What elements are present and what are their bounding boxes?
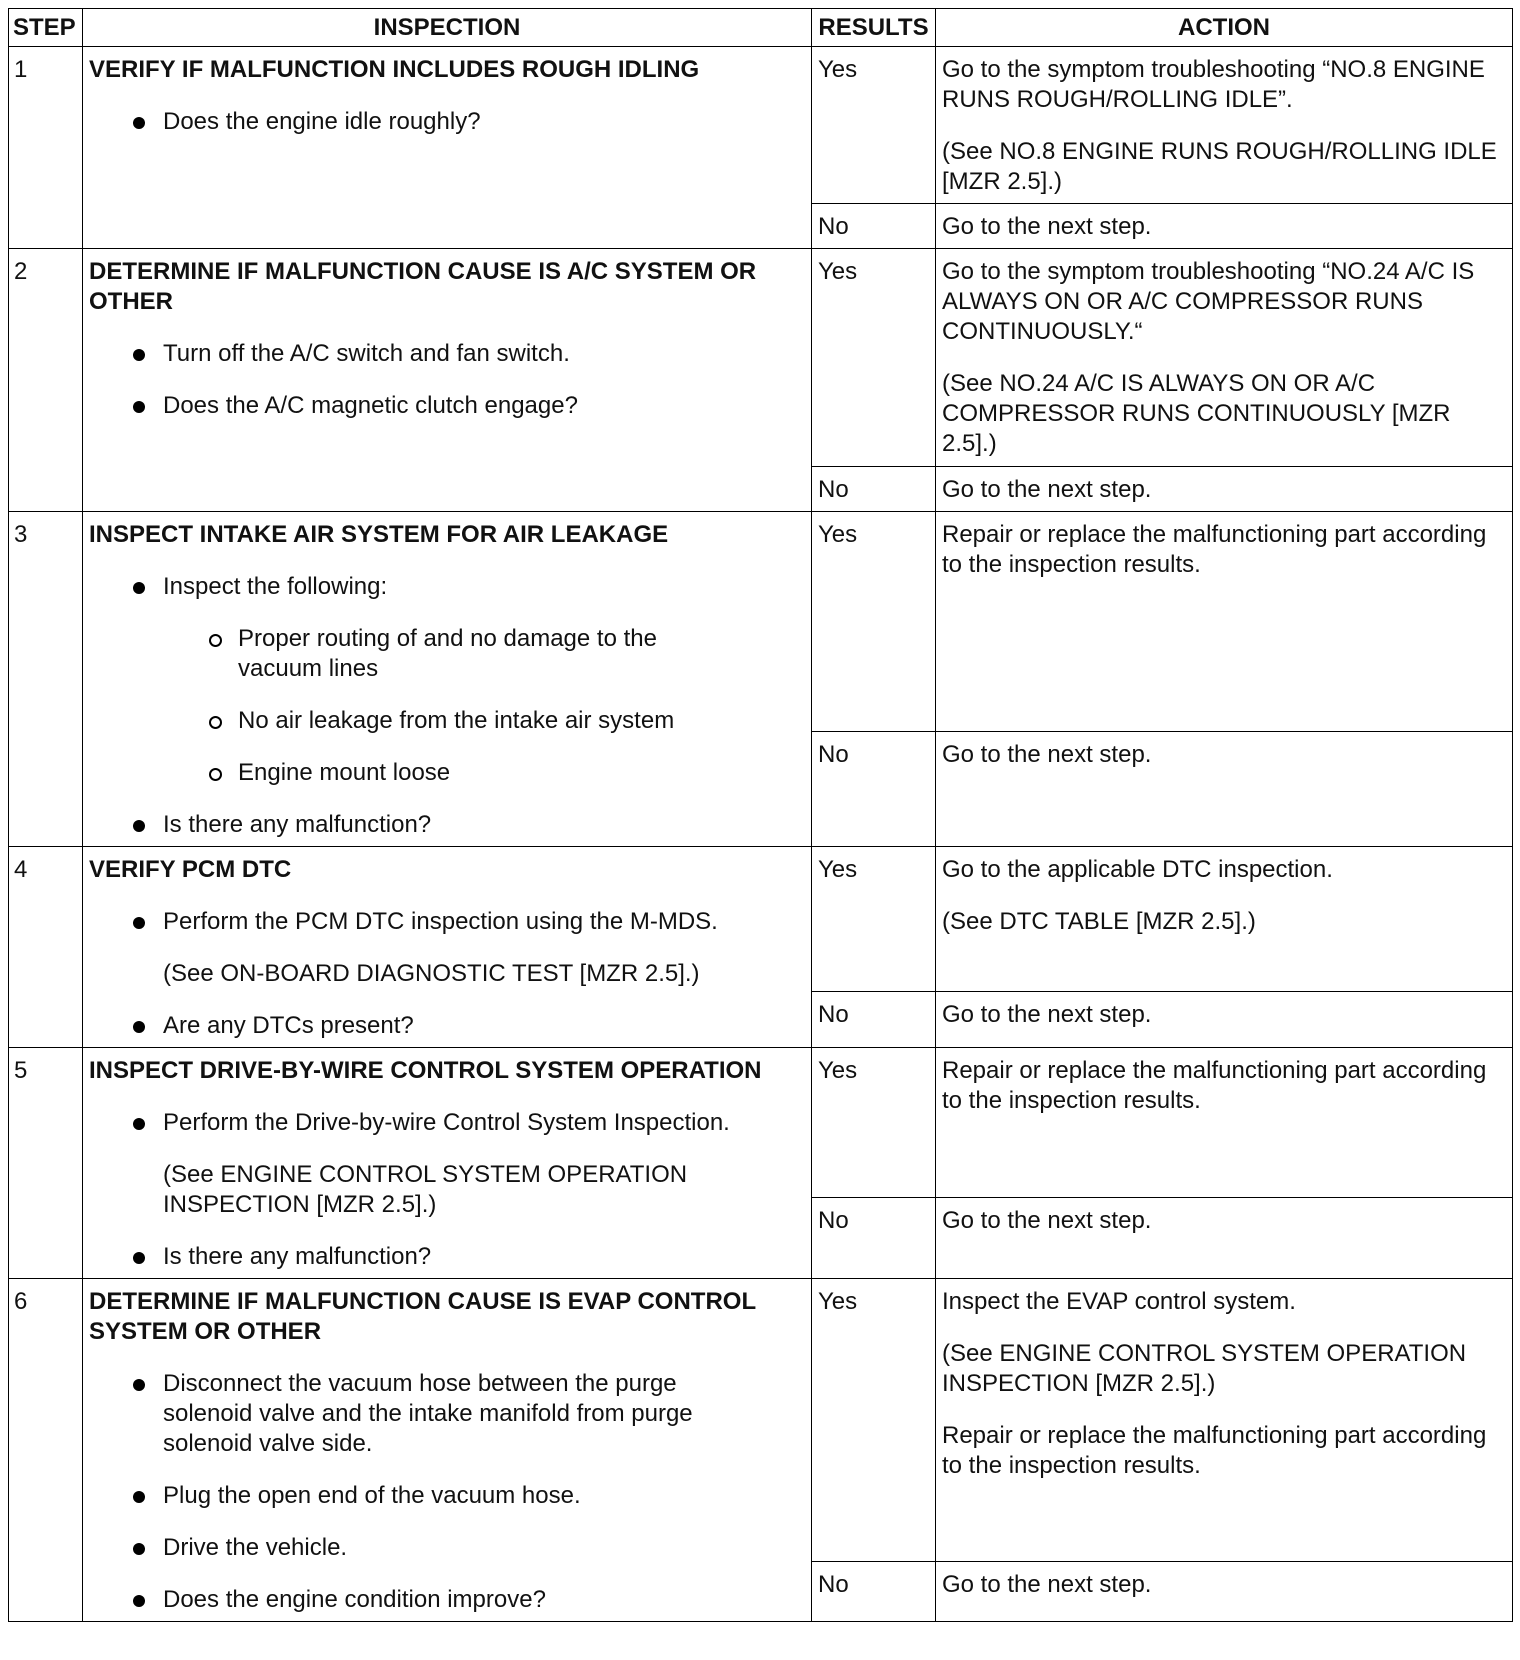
bullet-icon (133, 401, 145, 413)
result-yes: Yes (812, 249, 936, 467)
inspection-cell (83, 512, 812, 847)
action-text: Go to the next step. (942, 213, 1152, 240)
reference-note: (See ENGINE CONTROL SYSTEM OPERATION INSPECTION [MZR 2.5].) (163, 1161, 688, 1218)
table-row (9, 1279, 1513, 1562)
inspection-cell (83, 1279, 812, 1622)
action-cell (936, 467, 1513, 512)
bullet-icon (133, 1491, 145, 1503)
table-row (9, 47, 1513, 204)
table-row (9, 847, 1513, 992)
bullet-icon (133, 1118, 145, 1130)
action-cell (936, 249, 1513, 467)
sub-bullet-icon (209, 634, 222, 647)
action-text: Repair or replace the malfunctioning part according to the inspection results. (942, 1057, 1487, 1114)
action-text: Go to the symptom troubleshooting “NO.24 A/C IS ALWAYS ON OR A/C COMPRESSOR RUNS CONTINUOUSLY.“ (942, 258, 1475, 345)
header-action: ACTION (936, 9, 1513, 47)
action-cell (936, 992, 1513, 1048)
troubleshooting-table (8, 8, 1513, 1622)
action-text: Inspect the EVAP control system. (942, 1288, 1296, 1315)
table-row (9, 512, 1513, 732)
bullet-icon (133, 117, 145, 129)
result-yes: Yes (812, 512, 936, 732)
action-text: Go to the next step. (942, 476, 1152, 503)
action-reference: (See NO.8 ENGINE RUNS ROUGH/ROLLING IDLE [MZR 2.5].) (942, 138, 1497, 195)
bullet-item: Is there any malfunction? (89, 810, 805, 840)
action-text: Go to the next step. (942, 1001, 1152, 1028)
result-no: No (812, 992, 936, 1048)
sub-bullet-item: Engine mount loose (89, 758, 805, 788)
action-cell (936, 512, 1513, 732)
step-number: 3 (9, 512, 83, 847)
step-title: DETERMINE IF MALFUNCTION CAUSE IS EVAP CONTROL SYSTEM OR OTHER (89, 1288, 756, 1345)
action-text: Go to the next step. (942, 1571, 1152, 1598)
bullet-icon (133, 349, 145, 361)
action-text: Go to the applicable DTC inspection. (942, 856, 1333, 883)
action-cell (936, 847, 1513, 992)
step-number: 6 (9, 1279, 83, 1622)
table-row (9, 249, 1513, 467)
result-yes: Yes (812, 1048, 936, 1198)
bullet-icon (133, 1252, 145, 1264)
step-number: 4 (9, 847, 83, 1048)
action-reference: (See ENGINE CONTROL SYSTEM OPERATION INSPECTION [MZR 2.5].) (942, 1340, 1467, 1397)
bullet-icon (133, 820, 145, 832)
bullet-item: Does the engine idle roughly? (89, 107, 805, 137)
action-cell (936, 1048, 1513, 1198)
bullet-icon (133, 1379, 145, 1391)
bullet-item: Does the engine condition improve? (89, 1585, 805, 1615)
table-row (9, 1048, 1513, 1198)
reference-note: (See ON-BOARD DIAGNOSTIC TEST [MZR 2.5].) (163, 960, 700, 987)
result-no: No (812, 204, 936, 249)
header-results: RESULTS (812, 9, 936, 47)
action-text: Repair or replace the malfunctioning part according to the inspection results. (942, 1422, 1487, 1479)
bullet-icon (133, 917, 145, 929)
action-reference: (See DTC TABLE [MZR 2.5].) (942, 908, 1256, 935)
inspection-cell (83, 249, 812, 512)
bullet-item: Turn off the A/C switch and fan switch. (89, 339, 805, 369)
step-title: INSPECT DRIVE-BY-WIRE CONTROL SYSTEM OPERATION (89, 1057, 762, 1084)
table-header-row (9, 9, 1513, 47)
result-yes: Yes (812, 1279, 936, 1562)
action-text: Go to the next step. (942, 1207, 1152, 1234)
bullet-item: Inspect the following: (89, 572, 805, 602)
step-number: 1 (9, 47, 83, 249)
bullet-item: Does the A/C magnetic clutch engage? (89, 391, 805, 421)
bullet-icon (133, 1595, 145, 1607)
bullet-icon (133, 582, 145, 594)
bullet-item: Is there any malfunction? (89, 1242, 805, 1272)
bullet-icon (133, 1543, 145, 1555)
header-inspection: INSPECTION (83, 9, 812, 47)
inspection-cell (83, 1048, 812, 1279)
bullet-item: Perform the Drive-by-wire Control System Inspection. (89, 1108, 805, 1138)
step-title: VERIFY IF MALFUNCTION INCLUDES ROUGH IDLING (89, 56, 700, 83)
bullet-item: Disconnect the vacuum hose between the purge solenoid valve and the intake manifold from purge solenoid valve side. (89, 1369, 805, 1459)
sub-bullet-icon (209, 768, 222, 781)
inspection-cell (83, 47, 812, 249)
action-text: Go to the symptom troubleshooting “NO.8 ENGINE RUNS ROUGH/ROLLING IDLE”. (942, 56, 1485, 113)
result-no: No (812, 1198, 936, 1279)
action-cell (936, 47, 1513, 204)
bullet-icon (133, 1021, 145, 1033)
result-yes: Yes (812, 847, 936, 992)
sub-bullet-icon (209, 716, 222, 729)
troubleshooting-page (8, 8, 1512, 1622)
bullet-item: Are any DTCs present? (89, 1011, 805, 1041)
step-number: 5 (9, 1048, 83, 1279)
result-no: No (812, 467, 936, 512)
action-cell (936, 204, 1513, 249)
action-cell (936, 1279, 1513, 1562)
step-title: DETERMINE IF MALFUNCTION CAUSE IS A/C SYSTEM OR OTHER (89, 258, 757, 315)
step-title: VERIFY PCM DTC (89, 856, 292, 883)
step-number: 2 (9, 249, 83, 512)
step-title: INSPECT INTAKE AIR SYSTEM FOR AIR LEAKAGE (89, 521, 669, 548)
sub-bullet-item: No air leakage from the intake air system (89, 706, 805, 736)
action-cell (936, 1562, 1513, 1622)
header-step: STEP (9, 9, 83, 47)
action-cell (936, 1198, 1513, 1279)
action-reference: (See NO.24 A/C IS ALWAYS ON OR A/C COMPRESSOR RUNS CONTINUOUSLY [MZR 2.5].) (942, 370, 1451, 457)
bullet-item: Plug the open end of the vacuum hose. (89, 1481, 805, 1511)
result-yes: Yes (812, 47, 936, 204)
sub-bullet-item: Proper routing of and no damage to the vacuum lines (89, 624, 805, 684)
bullet-item: Drive the vehicle. (89, 1533, 805, 1563)
result-no: No (812, 1562, 936, 1622)
action-text: Go to the next step. (942, 741, 1152, 768)
bullet-item: Perform the PCM DTC inspection using the M-MDS. (89, 907, 805, 937)
action-cell (936, 732, 1513, 847)
result-no: No (812, 732, 936, 847)
action-text: Repair or replace the malfunctioning part according to the inspection results. (942, 521, 1487, 578)
inspection-cell (83, 847, 812, 1048)
